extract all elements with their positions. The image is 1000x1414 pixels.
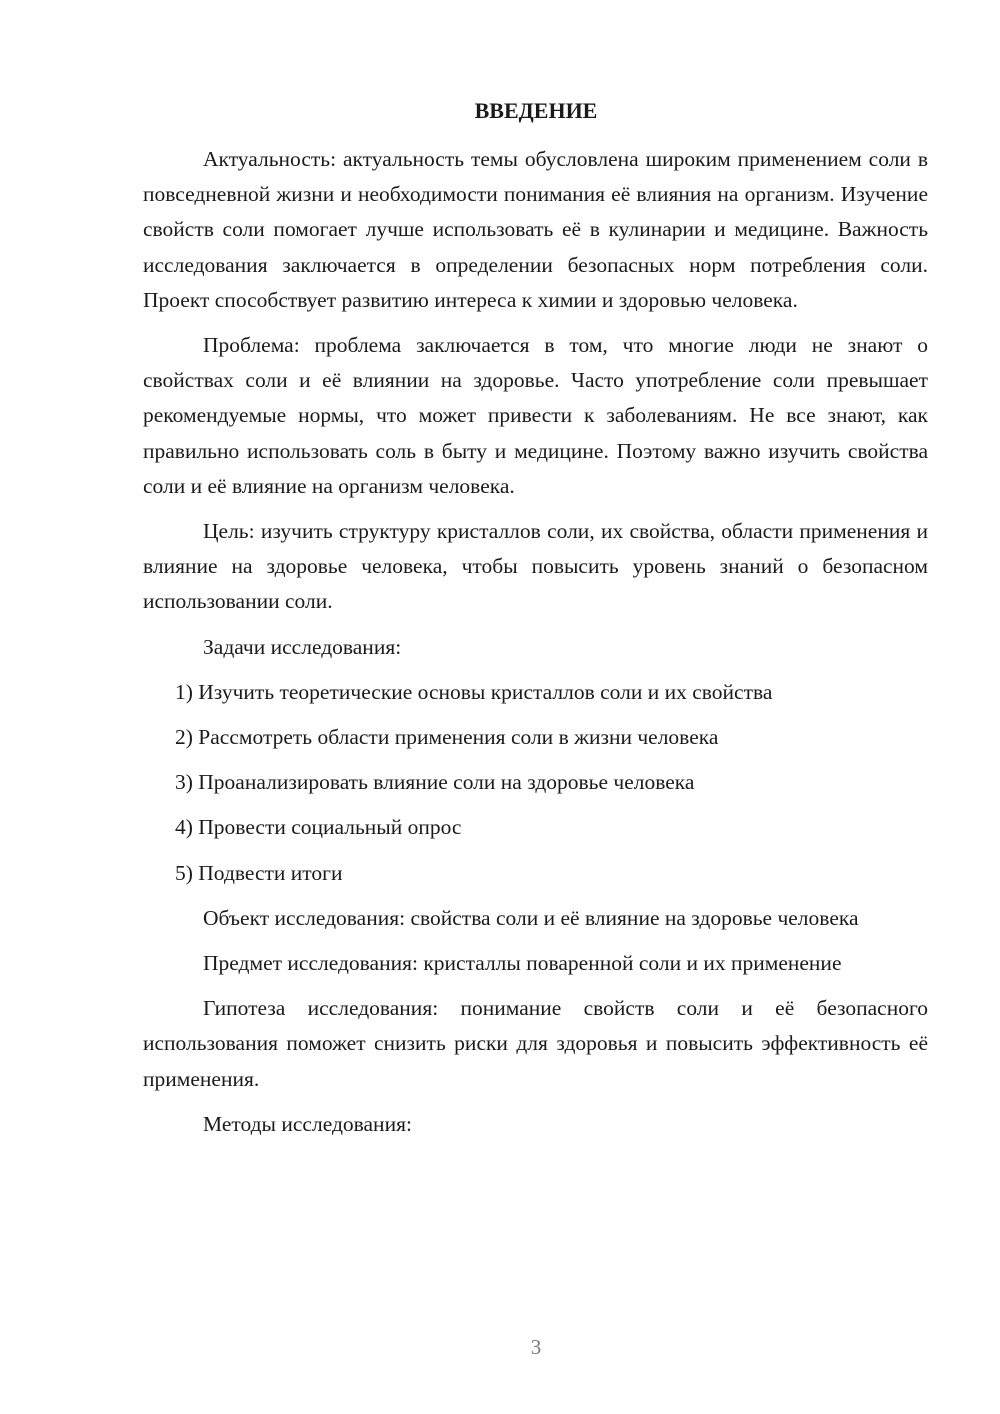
list-item: 4) Провести социальный опрос — [175, 815, 462, 840]
hypothesis-paragraph: Гипотеза исследования: понимание свойств соли и её безопасного использования поможет снизить риски для здоровья и повысить эффективность её применения. — [143, 996, 928, 1091]
subject-paragraph: Предмет исследования: кристаллы поваренной соли и их применение — [203, 951, 842, 976]
object-paragraph: Объект исследования: свойства соли и её влияние на здоровье человека — [203, 905, 859, 930]
list-item: 3) Проанализировать влияние соли на здоровье человека — [175, 770, 695, 795]
goal-paragraph: Цель: изучить структуру кристаллов соли, их свойства, области применения и влияние на здоровье человека, чтобы повысить уровень знаний о безопасном использовании соли. — [143, 519, 928, 614]
page-title: ВВЕДЕНИЕ — [474, 98, 598, 123]
task-list — [143, 675, 928, 891]
relevance-paragraph: Актуальность: актуальность темы обусловлена широким применением соли в повседневной жизни и необходимости понимания её влияния на организм. Изучение свойств соли помогает лучше использовать её в кулинарии и медицине. Важность исследования заключается в определении безопасных норм потребления соли. Проект способствует развитию интереса к химии и здоровью человека. — [143, 147, 928, 312]
list-item: 2) Рассмотреть области применения соли в жизни человека — [175, 725, 719, 750]
tasks-heading: Задачи исследования: — [203, 634, 402, 659]
list-item: 1) Изучить теоретические основы кристаллов соли и их свойства — [175, 679, 773, 704]
list-item: 5) Подвести итоги — [175, 860, 343, 885]
problem-paragraph: Проблема: проблема заключается в том, что многие люди не знают о свойствах соли и её влиянии на здоровье. Часто употребление соли превышает рекомендуемые нормы, что может привести к заболеваниям. Не все знают, как правильно использовать соль в быту и медицине. Поэтому важно изучить свойства соли и её влияние на организм человека. — [143, 333, 928, 498]
methods-heading: Методы исследования: — [203, 1111, 412, 1136]
page-number: 3 — [530, 1335, 542, 1359]
document-body — [143, 142, 928, 1142]
